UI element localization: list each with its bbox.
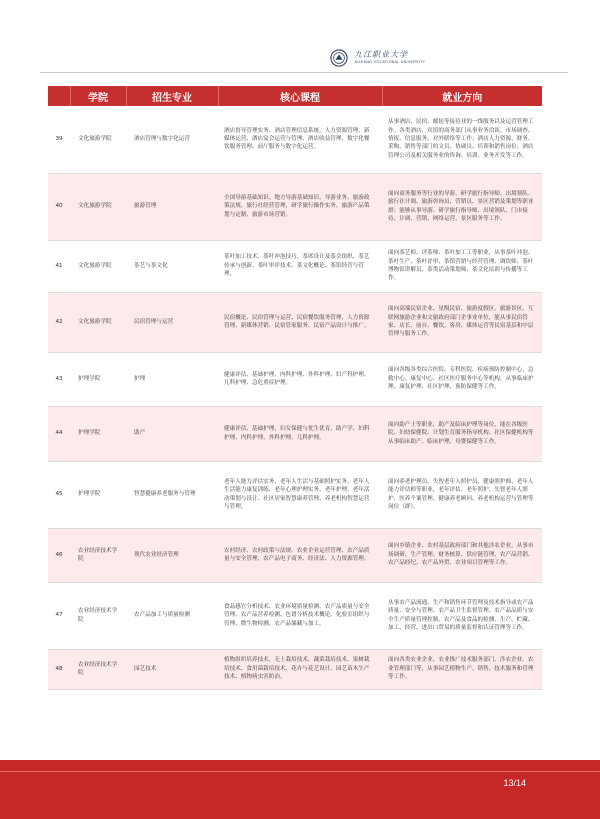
college-cell: 护理学院 — [70, 406, 126, 461]
career-cell: 面向各类农业企业、农业推广技术服务部门、涉农企业、农业管理部门等，从事园艺植物生产、销售、技术服务和管理等工作。 — [382, 649, 542, 689]
col-header-courses: 核心课程 — [218, 86, 382, 106]
page-number: 13/14 — [503, 778, 526, 788]
career-cell: 面向各级各类综合医院、专科医院、疾病预防控制中心、急救中心、康复中心、社区医疗服务中心等机构，从事临床护理、康复护理、社区护理、预防保健等工作。 — [382, 352, 542, 406]
career-cell: 面向高端民宿企业、星级民宿、旅游度假区、旅游景区、互联网旅游企业和文旅政府部门企事业单位，能从事民宿管家、店长、前台、餐饮、客房、媒体运营等民宿基层和中层管理与服务工作。 — [382, 292, 542, 352]
table-row — [48, 528, 542, 582]
courses-cell: 老年人能力评估实务、老年人生活与基础照护实务、老年人生活能力康复训练、老年心理护理实务、老年护理、老年活动策划与设计、社区居家智慧康养管理、养老机构智慧运营与管理。 — [218, 461, 382, 528]
university-logo — [330, 48, 425, 68]
footer-divider — [0, 771, 600, 772]
college-cell: 农业经济技术学院 — [70, 649, 126, 689]
table-row — [48, 461, 542, 528]
major-cell: 现代农业经济管理 — [126, 528, 218, 582]
courses-cell: 健康评估、基础护理、内科护理、外科护理、妇产科护理、儿科护理、急危重症护理。 — [218, 352, 382, 406]
row-number: 39 — [48, 106, 70, 173]
row-number: 44 — [48, 406, 70, 461]
college-cell: 护理学院 — [70, 352, 126, 406]
school-name-cn: 九江职业大学 — [354, 50, 408, 60]
courses-cell: 食品感官分析技术、农业环境质量检测、农产品质量与安全管理、农产品营养检测、色谱分析技术概论、化验室组织与管理、微生物检测、农产品储藏与加工。 — [218, 582, 382, 649]
college-cell: 农业经济技术学院 — [70, 528, 126, 582]
courses-cell: 健康评估、基础护理、妇女保健与优生优育、助产学、妇科护理、内科护理、外科护理、儿科护理。 — [218, 406, 382, 461]
table-row — [48, 649, 542, 689]
courses-cell: 全国导游基础知识、地方导游基础知识、导游业务、旅游政策法规、旅行社经营管理、研学旅行操作实务、旅游产品策划与定制、旅游市场营销。 — [218, 173, 382, 240]
row-number: 42 — [48, 292, 70, 352]
college-cell: 文化旅游学院 — [70, 292, 126, 352]
majors-table — [48, 86, 542, 690]
courses-cell: 民宿概论、民宿管理与运营、民宿餐饮服务管理、人力资源管理、新媒体营销、民宿管家服务、民宿产品设计与推广。 — [218, 292, 382, 352]
col-header-college: 学院 — [70, 86, 126, 106]
seal-icon — [330, 49, 348, 67]
major-cell: 旅游管理 — [126, 173, 218, 240]
major-cell: 护理 — [126, 352, 218, 406]
career-cell: 面向养老护理员、失智老年人照护员、健康照护师、老年人能力评估师等职业，老年评估、老年照护、失智老年人照护、医养个案管理、健康养老顾问、养老机构运营与管理等岗位（群）。 — [382, 461, 542, 528]
major-cell: 助产 — [126, 406, 218, 461]
courses-cell: 农村经济、农村政策与法规、农业企业运营管理、农产品质量与安全管理、农产品电子商务、经济法、人力资源管理。 — [218, 528, 382, 582]
header-divider — [40, 72, 568, 73]
major-cell: 园艺技术 — [126, 649, 218, 689]
college-cell: 文化旅游学院 — [70, 106, 126, 173]
table-row — [48, 582, 542, 649]
career-cell: 面向乡镇企业、农村基层政府部门和其他涉农企业，从事市场调研、生产管理、财务核算、供应链管理、农产品营销、农产品经纪、农产品外贸、农业项目管理等工作。 — [382, 528, 542, 582]
row-number: 43 — [48, 352, 70, 406]
col-header-career: 就业方向 — [382, 86, 542, 106]
major-cell: 农产品加工与质量检测 — [126, 582, 218, 649]
table-row — [48, 106, 542, 173]
col-header-no — [48, 86, 70, 106]
row-number: 40 — [48, 173, 70, 240]
courses-cell: 植物组织培养技术、无土栽培技术、蔬菜栽培技术、果树栽培技术、食用菌栽培技术、花卉与花艺设计、园艺苗木生产技术、植物病虫害防治。 — [218, 649, 382, 689]
footer-band — [0, 760, 600, 819]
career-cell: 面向助产士等职业，助产及临床护理等岗位，能在各级医院、妇幼保健院、计划生育服务指导机构、社区保健机构等从事临床助产、临床护理、母婴保健等工作。 — [382, 406, 542, 461]
school-name-en: JIUJIANG VOCATIONAL UNIVERSITY — [354, 60, 426, 65]
courses-cell: 酒店督导管理实务、酒店管理信息系统、人力资源管理、新媒体运营、酒店宴会运营与管理、酒店收益管理、数字化餐饮服务管理、前厅服务与数字化运营。 — [218, 106, 382, 173]
row-number: 41 — [48, 240, 70, 292]
table-row — [48, 406, 542, 461]
career-cell: 从事农产品流通、生产和销售环节管理及技术指导或农产品质量、安全与管理、农产品卫生监督管理、农产品品质与安全生产质量管理控制、农产品及食品的检测、生产、贮藏、加工、经营、进出口贸易的质量监督和认证管理等工作。 — [382, 582, 542, 649]
table-row — [48, 173, 542, 240]
college-cell: 护理学院 — [70, 461, 126, 528]
college-cell: 文化旅游学院 — [70, 240, 126, 292]
career-cell: 面向商务服务等行业的导游、研学旅行指导师、出境领队、旅行社计调、旅游咨询员、营销员、景区营销及策划等职业群；能够从事导游、研学旅行指导师、出境领队、门市接待、计调、营销、网络运营、景区服务等工作。 — [382, 173, 542, 240]
table-row — [48, 352, 542, 406]
row-number: 48 — [48, 649, 70, 689]
college-cell: 农业经济技术学院 — [70, 582, 126, 649]
major-cell: 民宿管理与运营 — [126, 292, 218, 352]
table-row — [48, 240, 542, 292]
col-header-major: 招生专业 — [126, 86, 218, 106]
row-number: 45 — [48, 461, 70, 528]
career-cell: 面向茶艺师、评茶师、茶叶加工工等职业，从事茶叶冲泡、茶叶生产、茶叶评审、茶馆营销与经营管理、调饮师、茶叶博物馆讲解员、茶类活动策划师、茶文化培训与传播等工作。 — [382, 240, 542, 292]
row-number: 47 — [48, 582, 70, 649]
table-header-row — [48, 86, 542, 106]
major-cell: 智慧健康养老服务与管理 — [126, 461, 218, 528]
major-cell: 茶艺与茶文化 — [126, 240, 218, 292]
college-cell: 文化旅游学院 — [70, 173, 126, 240]
major-cell: 酒店管理与数字化运营 — [126, 106, 218, 173]
row-number: 46 — [48, 528, 70, 582]
career-cell: 从事酒店、民宿、邮轮等接待业的一线服务以及运营管理工作。各类酒店、宾馆的商务部门从事业务洽谈、市场调查、情报、信息服务、对外联络等工作；酒店人力资源、财务、采购、销售等部门的文员、协调员、培训和销售岗位；酒店管理公司及相关服务业的咨询、培训、业务开发等工作。 — [382, 106, 542, 173]
courses-cell: 茶叶加工技术、茶叶冲泡技巧、茶席设计及茶会组织、茶艺传承与创新、茶叶审评技术、茶文化概论、茶馆经营与管理。 — [218, 240, 382, 292]
table-row — [48, 292, 542, 352]
